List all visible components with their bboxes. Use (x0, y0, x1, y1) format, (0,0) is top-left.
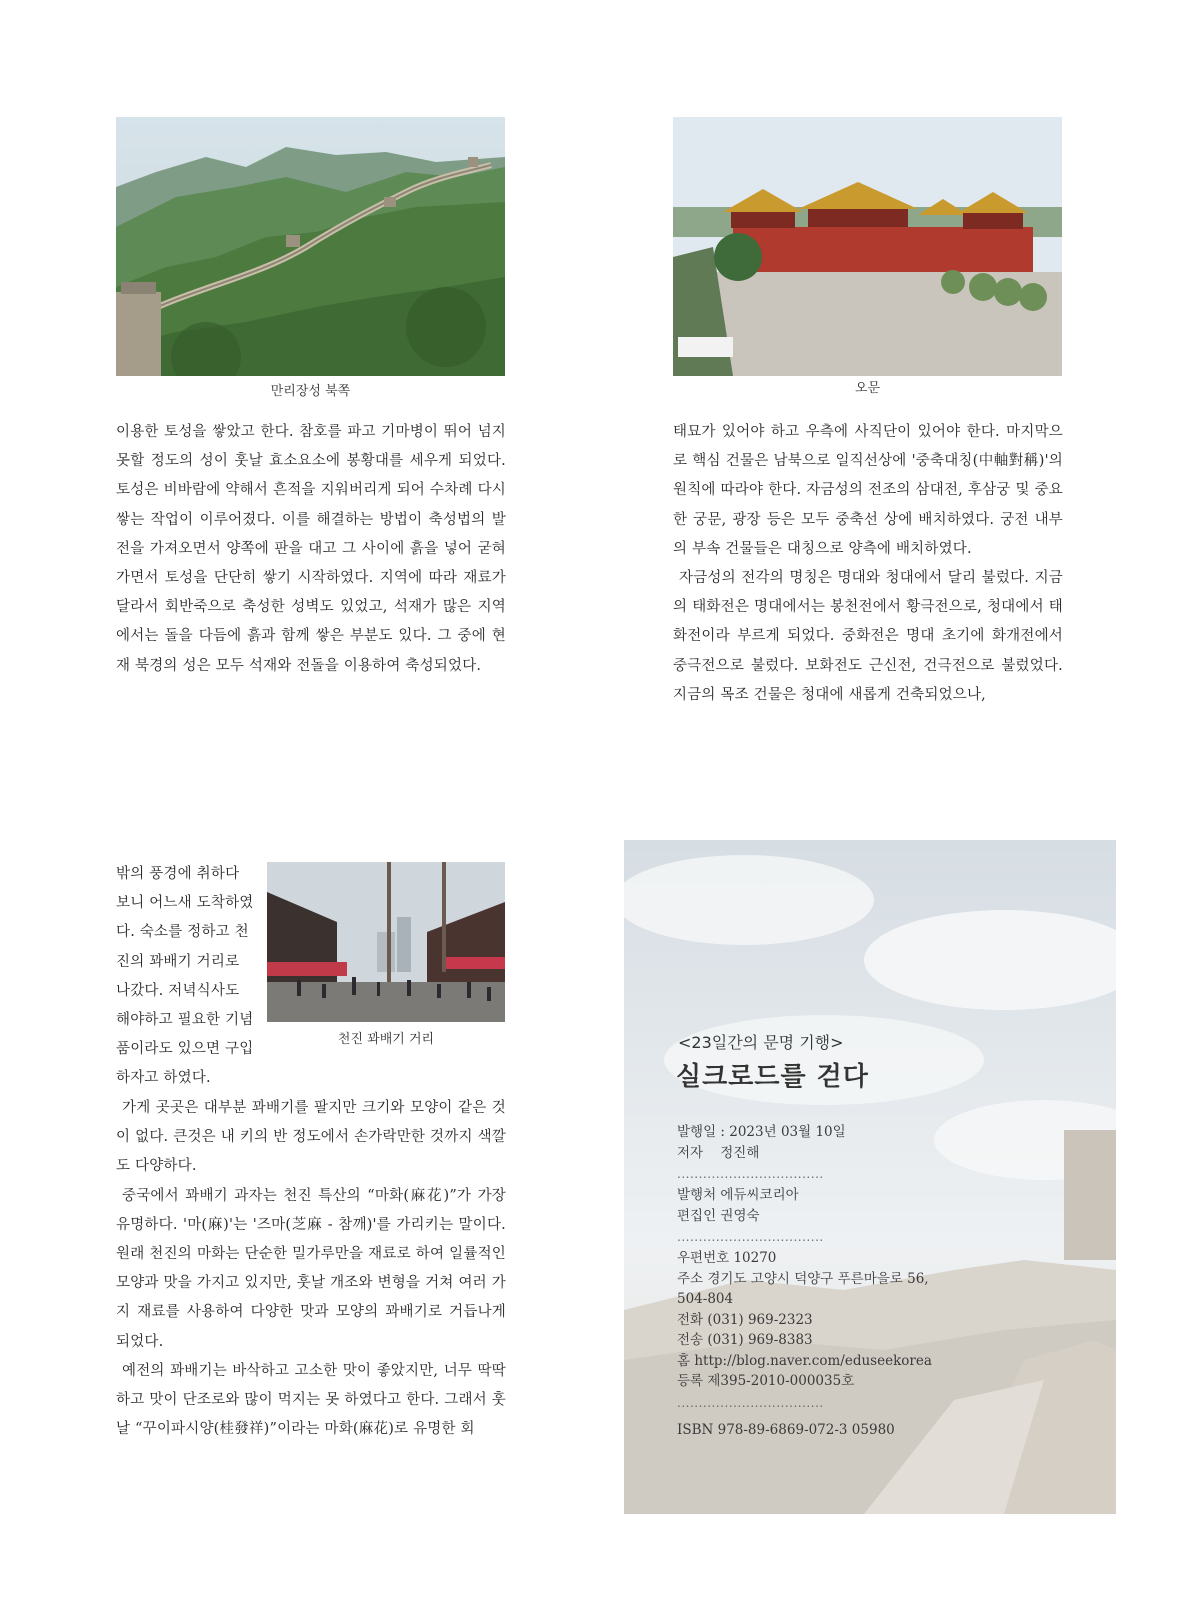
phone: 전화 (031) 969-2323 (677, 1311, 813, 1328)
author: 저자 정진해 (677, 1144, 760, 1161)
meridian-gate-caption: 오문 (854, 381, 881, 396)
editor: 편집인 권영숙 (677, 1207, 760, 1224)
address-line-1: 주소 경기도 고양시 덕양구 푸른마을로 56, (677, 1270, 929, 1287)
col3-paragraph-2: 가게 곳곳은 대부분 꽈배기를 팔지만 크기와 모양이 같은 것이 없다. 큰것은 내 키의 반 정도에서 손가락만한 것까지 색깔도 다양하다. (116, 1100, 506, 1175)
publication-info (677, 1122, 977, 1440)
great-wall-photo (116, 117, 505, 376)
divider: .................................. (677, 1395, 824, 1410)
tianjin-street-photo (267, 862, 505, 1022)
colophon-panel (624, 840, 1116, 1514)
col1-text (116, 418, 506, 681)
book-title: 실크로드를 걷다 (676, 1062, 869, 1092)
publish-date: 발행일 : 2023년 03월 10일 (677, 1124, 846, 1140)
divider: .................................. (677, 1230, 824, 1244)
isbn: ISBN 978-89-6869-072-3 05980 (677, 1421, 895, 1438)
tianjin-street-caption: 천진 꽈배기 거리 (337, 1032, 435, 1047)
col3-paragraph-3: 중국에서 꽈배기 과자는 천진 특산의 “마화(麻花)”가 가장 유명하다. '마(麻)'는 '즈마(芝麻 - 참깨)'를 가리키는 말이다. 원래 천진의 마화는 단순한 밀가루만을 재료로 하여 일률적인 모양과 맛을 가지고 있지만, 훗날 개조와 변형을 거쳐 여러 가지 재료를 사용하여 다양한 맛과 모양의 꽈배기로 거듭나게 되었다. (116, 1187, 506, 1350)
col2-paragraph-2: 자금성의 전각의 명칭은 명대와 청대에서 달리 불렀다. 지금의 태화전은 명대에서는 봉천전에서 황극전으로, 청대에서 태화전이라 부르게 되었다. 중화전은 명대 초기에 화개전에서 중극전으로 불렀다. 보화전도 근신전, 건극전으로 불렀었다. 지금의 목조 건물은 청대에 새롭게 건축되었으나, (673, 570, 1063, 703)
col3-paragraph-1: 밖의 풍경에 취하다 보니 어느새 도착하였다. 숙소를 정하고 천진의 꽈배기 거리로 나갔다. 저녁식사도 해야하고 필요한 기념품이라도 있으면 구입하자고 하였다. (116, 866, 254, 1087)
publisher: 발행처 에듀씨코리아 (677, 1187, 799, 1203)
col2-text (673, 418, 1063, 710)
col2-paragraph-1: 태묘가 있어야 하고 우측에 사직단이 있어야 한다. 마지막으로 핵심 건물은 남북으로 일직선상에 '중축대칭(中軸對稱)'의 원칙에 따라야 한다. 자금성의 전조의 삼대전, 후삼궁 및 중요한 궁문, 광장 등은 모두 중축선 상에 배치하였다. 궁전 내부의 부속 건물들은 대칭으로 양측에 배치하였다. (673, 424, 1063, 557)
fax: 전송 (031) 969-8383 (677, 1332, 813, 1348)
great-wall-caption: 만리장성 북쪽 (270, 384, 351, 399)
divider: .................................. (677, 1167, 824, 1181)
postal-code: 우편번호 10270 (677, 1250, 777, 1266)
col3-wrap-text (116, 860, 258, 1094)
col3-paragraph-4: 예전의 꽈배기는 바삭하고 고소한 맛이 좋았지만, 너무 딱딱하고 맛이 단조로와 많이 먹지는 못 하였다고 한다. 그래서 훗날 “꾸이파시양(桂發祥)”이라는 마화(麻花)로 유명한 회 (116, 1362, 506, 1438)
col1-paragraph: 이용한 토성을 쌓았고 한다. 참호를 파고 기마병이 뛰어 넘지 못할 정도의 성이 훗날 효소요소에 봉황대를 세우게 되었다. 토성은 비바람에 약해서 흔적을 지워버리게 되어 수차례 다시 쌓는 작업이 이루어졌다. 이를 해결하는 방법이 축성법의 발전을 가져오면서 양쪽에 판을 대고 그 사이에 흙을 넣어 굳혀 가면서 토성을 단단히 쌓기 시작하였다. 지역에 따라 재료가 달라서 회반죽으로 축성한 성벽도 있었고, 석재가 많은 지역에서는 돌을 다듬에 흙과 함께 쌓은 부분도 있다. 그 중에 현재 북경의 성은 모두 석재와 전돌을 이용하여 축성되었다. (116, 424, 506, 674)
registration-number: 등록 제395-2010-000035호 (677, 1373, 855, 1389)
col3-text (116, 1094, 506, 1444)
address-line-2: 504-804 (677, 1291, 734, 1307)
homepage: 홈 http://blog.naver.com/eduseekorea (677, 1352, 932, 1369)
meridian-gate-photo (673, 117, 1062, 376)
series-name: <23일간의 문명 기행> (678, 1033, 844, 1052)
